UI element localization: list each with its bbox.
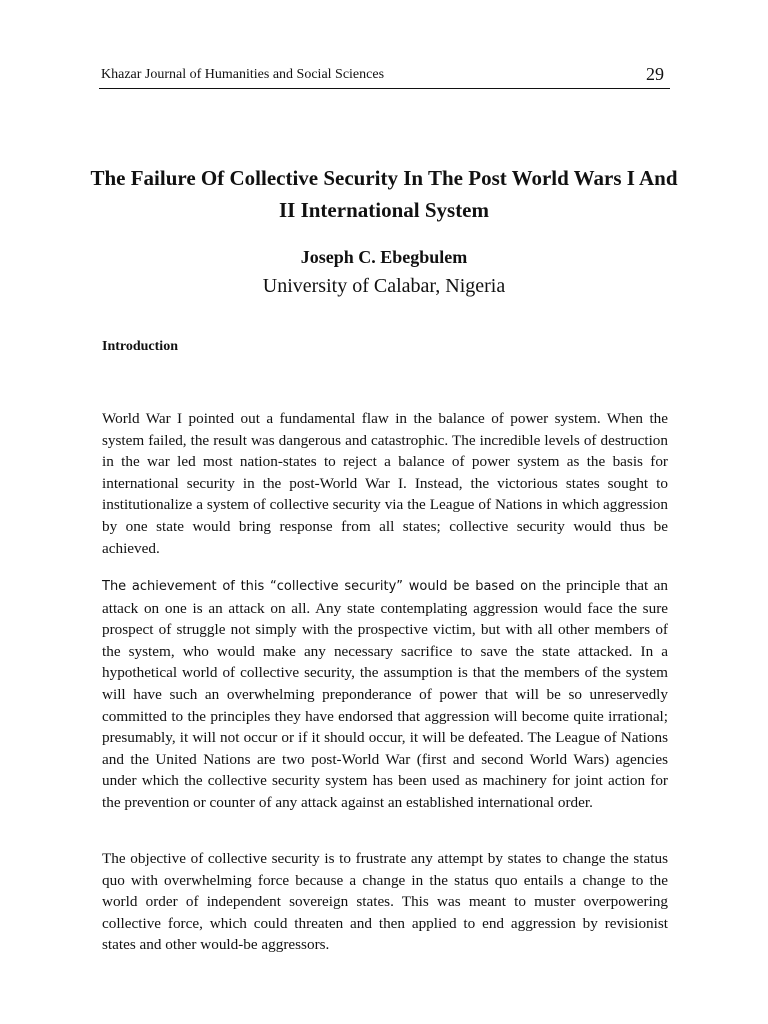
paragraph-text: the principle that an attack on one is an attack on all. Any state contemplating aggression would face the sure prospect of struggle not simply with the prospective victim, but with all other members of the system, who would make any necessary sacrifice to save the state attacked. In a hypothetical world of collective security, the assumption is that the members of the system will have such an overwhelming preponderance of power that will be so unreservedly committed to the principles they have endorsed that aggression will become quite irrational; presumably, it will not occur or if it should occur, it will be defeated. The League of Nations and the United Nations are two post-World War (first and second World Wars) agencies under which the collective security system has been used as machinery for joint action for the prevention or counter of any attack against an established international order. xyxy=(102,577,668,811)
paragraph-text: World War I pointed out a fundamental flaw in the balance of power system. When the system failed, the result was dangerous and catastrophic. The incredible levels of destruction in the war led most nation-states to reject a balance of power system as the basis for international security in the post-World War I. Instead, the victorious states sought to institutionalize a system of collective security via the League of Nations in which aggression by one state would bring response from all states; collective security would thus be achieved. xyxy=(102,410,668,557)
body-paragraph xyxy=(102,575,668,814)
running-header xyxy=(99,64,670,89)
author-affiliation: University of Calabar, Nigeria xyxy=(262,275,506,297)
body-paragraph xyxy=(102,408,668,559)
author-name: Joseph C. Ebegbulem xyxy=(300,247,468,267)
article-title: The Failure Of Collective Security In The Post World Wars I And II International System xyxy=(90,166,678,222)
paragraph-text: The objective of collective security is to frustrate any attempt by states to change the status quo with overwhelming force because a change in the status quo entails a change to the world order of independent sovereign states. This was meant to muster overpowering collective force, which could threaten and then applied to end aggression by revisionist states and other would-be aggressors. xyxy=(102,850,668,954)
paragraph-lead-text: The achievement of this “collective security” would be based on xyxy=(102,579,543,594)
section-heading: Introduction xyxy=(102,339,178,354)
page-number: 29 xyxy=(646,64,664,84)
journal-name: Khazar Journal of Humanities and Social Sciences xyxy=(101,67,385,82)
body-paragraph xyxy=(102,848,668,956)
